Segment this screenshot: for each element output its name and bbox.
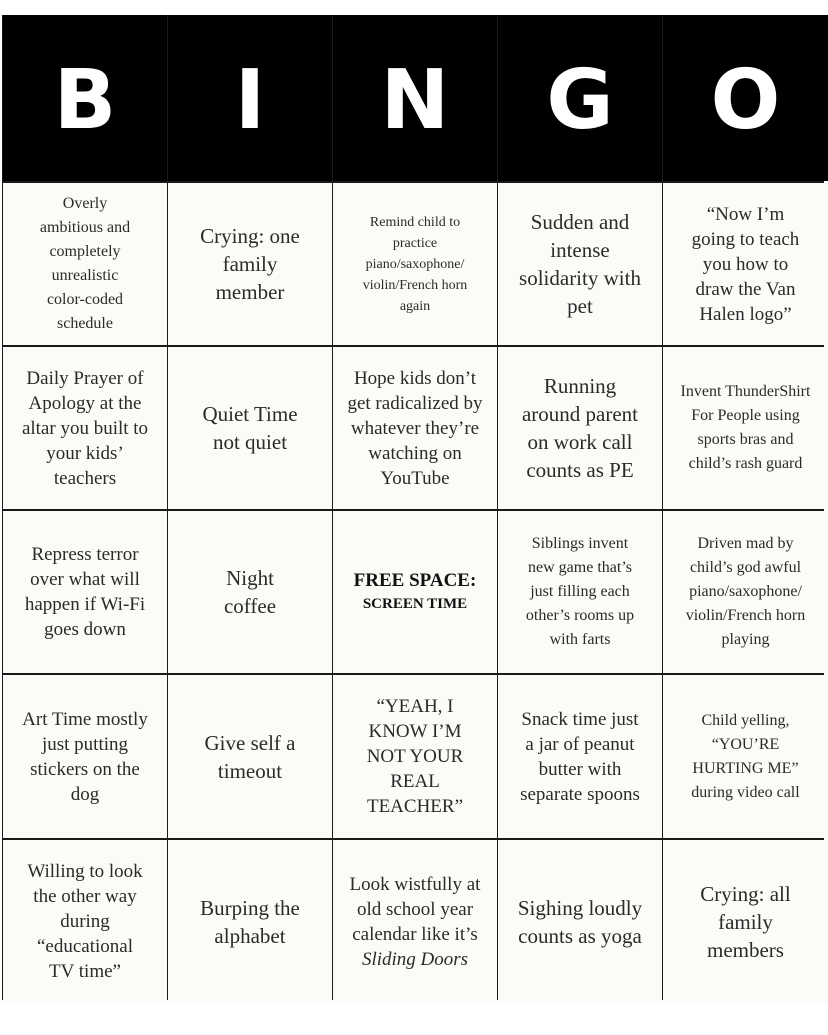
bingo-cell [168, 347, 332, 509]
cell-text: Give self a timeout [204, 730, 296, 783]
header-cell-o [663, 15, 828, 181]
bingo-board [2, 15, 824, 1000]
bingo-cell [663, 183, 828, 345]
cell-text: Quiet Time not quiet [202, 402, 298, 454]
cell-text: Burping the alphabet [200, 895, 300, 948]
cell-text: Willing to look the other way during “educational TV time” [27, 861, 143, 982]
bingo-cell [663, 347, 828, 509]
bingo-cell [168, 675, 332, 838]
sliding-doors-title: Sliding Doors [361, 948, 469, 970]
cell-text: Repress terror over what will happen if Wi-Fi goes down [24, 544, 146, 640]
bingo-cell [3, 511, 167, 673]
header-letter-b: B [53, 53, 117, 148]
bingo-cell [333, 347, 497, 509]
free-space-label: FREE SPACE: [353, 570, 477, 591]
cell-text: Look wistfully at old school year calendar like it’s [349, 873, 481, 945]
bingo-cell [663, 511, 828, 673]
cell-text: “Now I’m going to teach you how to draw the Van Halen logo” [691, 203, 800, 325]
bingo-cell [3, 347, 167, 509]
bingo-cell [3, 840, 167, 1003]
bingo-cell [333, 840, 497, 1003]
header-letter-o: O [710, 53, 781, 148]
bingo-cell [498, 183, 662, 345]
bingo-cell [333, 675, 497, 838]
bingo-cell [663, 675, 828, 838]
header-cell-i [168, 15, 332, 181]
header-letter-g: G [546, 53, 614, 148]
header-cell-n [333, 15, 497, 181]
bingo-cell [498, 675, 662, 838]
cell-text: Invent ThunderShirt For People using sports bras and child’s rash guard [680, 383, 811, 472]
bingo-cell [498, 511, 662, 673]
free-space-cell [333, 511, 497, 673]
bingo-cell [498, 840, 662, 1003]
cell-text: Sighing loudly counts as yoga [517, 895, 643, 948]
cell-text: Siblings invent new game that’s just filling each other’s rooms up with farts [525, 535, 635, 648]
cell-text: Hope kids don’t get radicalized by whatever they’re watching on YouTube [347, 367, 483, 489]
bingo-cell [663, 840, 828, 1003]
cell-text: Night coffee [223, 566, 277, 618]
cell-text: Remind child to practice piano/saxophone/ violin/French horn again [362, 214, 468, 314]
cell-text: Crying: one family member [200, 224, 300, 304]
cell-text: Running around parent on work call counts as PE [521, 374, 639, 482]
cell-text: Crying: all family members [700, 881, 791, 962]
cell-text: “YEAH, I KNOW I’M NOT YOUR REAL TEACHER” [366, 696, 464, 817]
bingo-cell [168, 840, 332, 1003]
header-letter-i: I [234, 53, 266, 148]
cell-text: Child yelling, “YOU’RE HURTING ME” during video call [691, 711, 800, 801]
cell-text: Snack time just a jar of peanut butter with separate spoons [520, 708, 640, 805]
cell-text: Sudden and intense solidarity with pet [519, 210, 641, 318]
cell-text: Art Time mostly just putting stickers on the dog [22, 708, 148, 805]
cell-text: Daily Prayer of Apology at the altar you built to your kids’ teachers [21, 367, 149, 489]
bingo-cell [168, 183, 332, 345]
bingo-cell [3, 675, 167, 838]
bingo-cell [3, 183, 167, 345]
cell-text: Driven mad by child’s god awful piano/saxophone/ violin/French horn playing [685, 535, 806, 648]
header-cell-b [3, 15, 167, 181]
bingo-cell [498, 347, 662, 509]
bingo-cell [168, 511, 332, 673]
header-letter-n: N [380, 53, 450, 148]
free-space-subtitle: SCREEN TIME [362, 596, 468, 612]
cell-text-wrapper [345, 872, 485, 972]
header-cell-g [498, 15, 662, 181]
bingo-cell [333, 183, 497, 345]
cell-text: Overly ambitious and completely unrealistic color-coded schedule [39, 195, 131, 332]
